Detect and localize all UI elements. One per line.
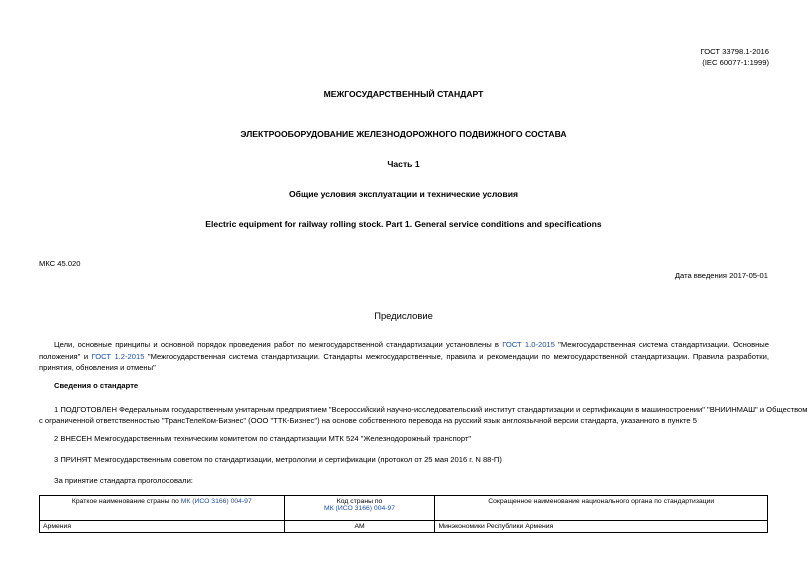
subtitle: Общие условия эксплуатации и технические условия	[288, 189, 519, 199]
header-country-prefix: Краткое наименование страны по	[71, 498, 181, 505]
standard-type-heading: МЕЖГОСУДАРСТВЕННЫЙ СТАНДАРТ	[323, 89, 484, 99]
item1-line1: 1 ПОДГОТОВЛЕН Федеральным государственным унитарным предприятием "Всероссийский научно-исследовательский институт стандартизации и сертификации в машиностроении" "ВНИИНМАШ" и Обществом	[54, 405, 807, 414]
header-standards-body: Сокращенное наименование национального органа по стандартизации	[435, 496, 768, 521]
english-title: Electric equipment for railway rolling stock. Part 1. General service conditions and specifications	[205, 219, 602, 229]
doc-code-block	[701, 46, 769, 68]
p1-text-end: "Межгосударственная система стандартизации. Стандарты межгосударственные, правила и рекомендации по межгосударственной стандартизации. Правила разработки, принятия, обновления и отмены"	[39, 351, 769, 372]
p1-text-mid: "Межгосударственная система стандартизации. Основные положения" и	[39, 340, 769, 361]
info-heading: Сведения о стандарте	[54, 381, 139, 390]
main-title: ЭЛЕКТРООБОРУДОВАНИЕ ЖЕЛЕЗНОДОРОЖНОГО ПОДВИЖНОГО СОСТАВА	[240, 129, 567, 139]
voted-label: За принятие стандарта проголосовали:	[54, 476, 193, 485]
p1-text-start: Цели, основные принципы и основной порядок проведения работ по межгосударственной стандартизации установлены в	[54, 340, 503, 349]
mk-iso-link-1[interactable]: МК (ИСО 3166) 004-97	[180, 498, 252, 505]
cell-body: Минэкономики Республики Армения	[435, 521, 768, 533]
gost-1-0-link[interactable]: ГОСТ 1.0-2015	[502, 340, 555, 349]
table-row	[40, 521, 768, 533]
countries-table	[39, 495, 768, 533]
header-country-code	[284, 496, 435, 521]
gost-1-2-link[interactable]: ГОСТ 1.2-2015	[91, 351, 145, 361]
mk-iso-link-2[interactable]: МК (ИСО 3166) 004-97	[324, 505, 396, 512]
part-label: Часть 1	[387, 159, 420, 169]
preface-heading: Предисловие	[374, 310, 433, 321]
preface-paragraph-1	[39, 339, 769, 374]
table-header-row	[40, 496, 768, 521]
cell-code: AM	[284, 521, 435, 533]
cell-country: Армения	[40, 521, 285, 533]
item1-line2: с ограниченной ответственностью "ТрансТелеКом-Бизнес" (ООО "ТТК-Бизнес") на основе собственного перевода на русский язык англоязычной версии стандарта, указанного в пункте 5	[39, 416, 697, 425]
header-country-name	[40, 496, 285, 521]
mks-code: МКС 45.020	[39, 259, 81, 268]
header-code-label: Код страны по	[336, 498, 383, 505]
doc-number: ГОСТ 33798.1-2016	[700, 47, 769, 56]
intro-date: Дата введения 2017-05-01	[674, 271, 768, 280]
item3: 3 ПРИНЯТ Межгосударственным советом по стандартизации, метрологии и сертификации (протокол от 25 мая 2016 г. N 88-П)	[54, 455, 502, 464]
item2: 2 ВНЕСЕН Межгосударственным техническим комитетом по стандартизации МТК 524 "Железнодорожный транспорт"	[54, 434, 472, 443]
iec-reference: (IEC 60077-1:1999)	[702, 58, 769, 67]
